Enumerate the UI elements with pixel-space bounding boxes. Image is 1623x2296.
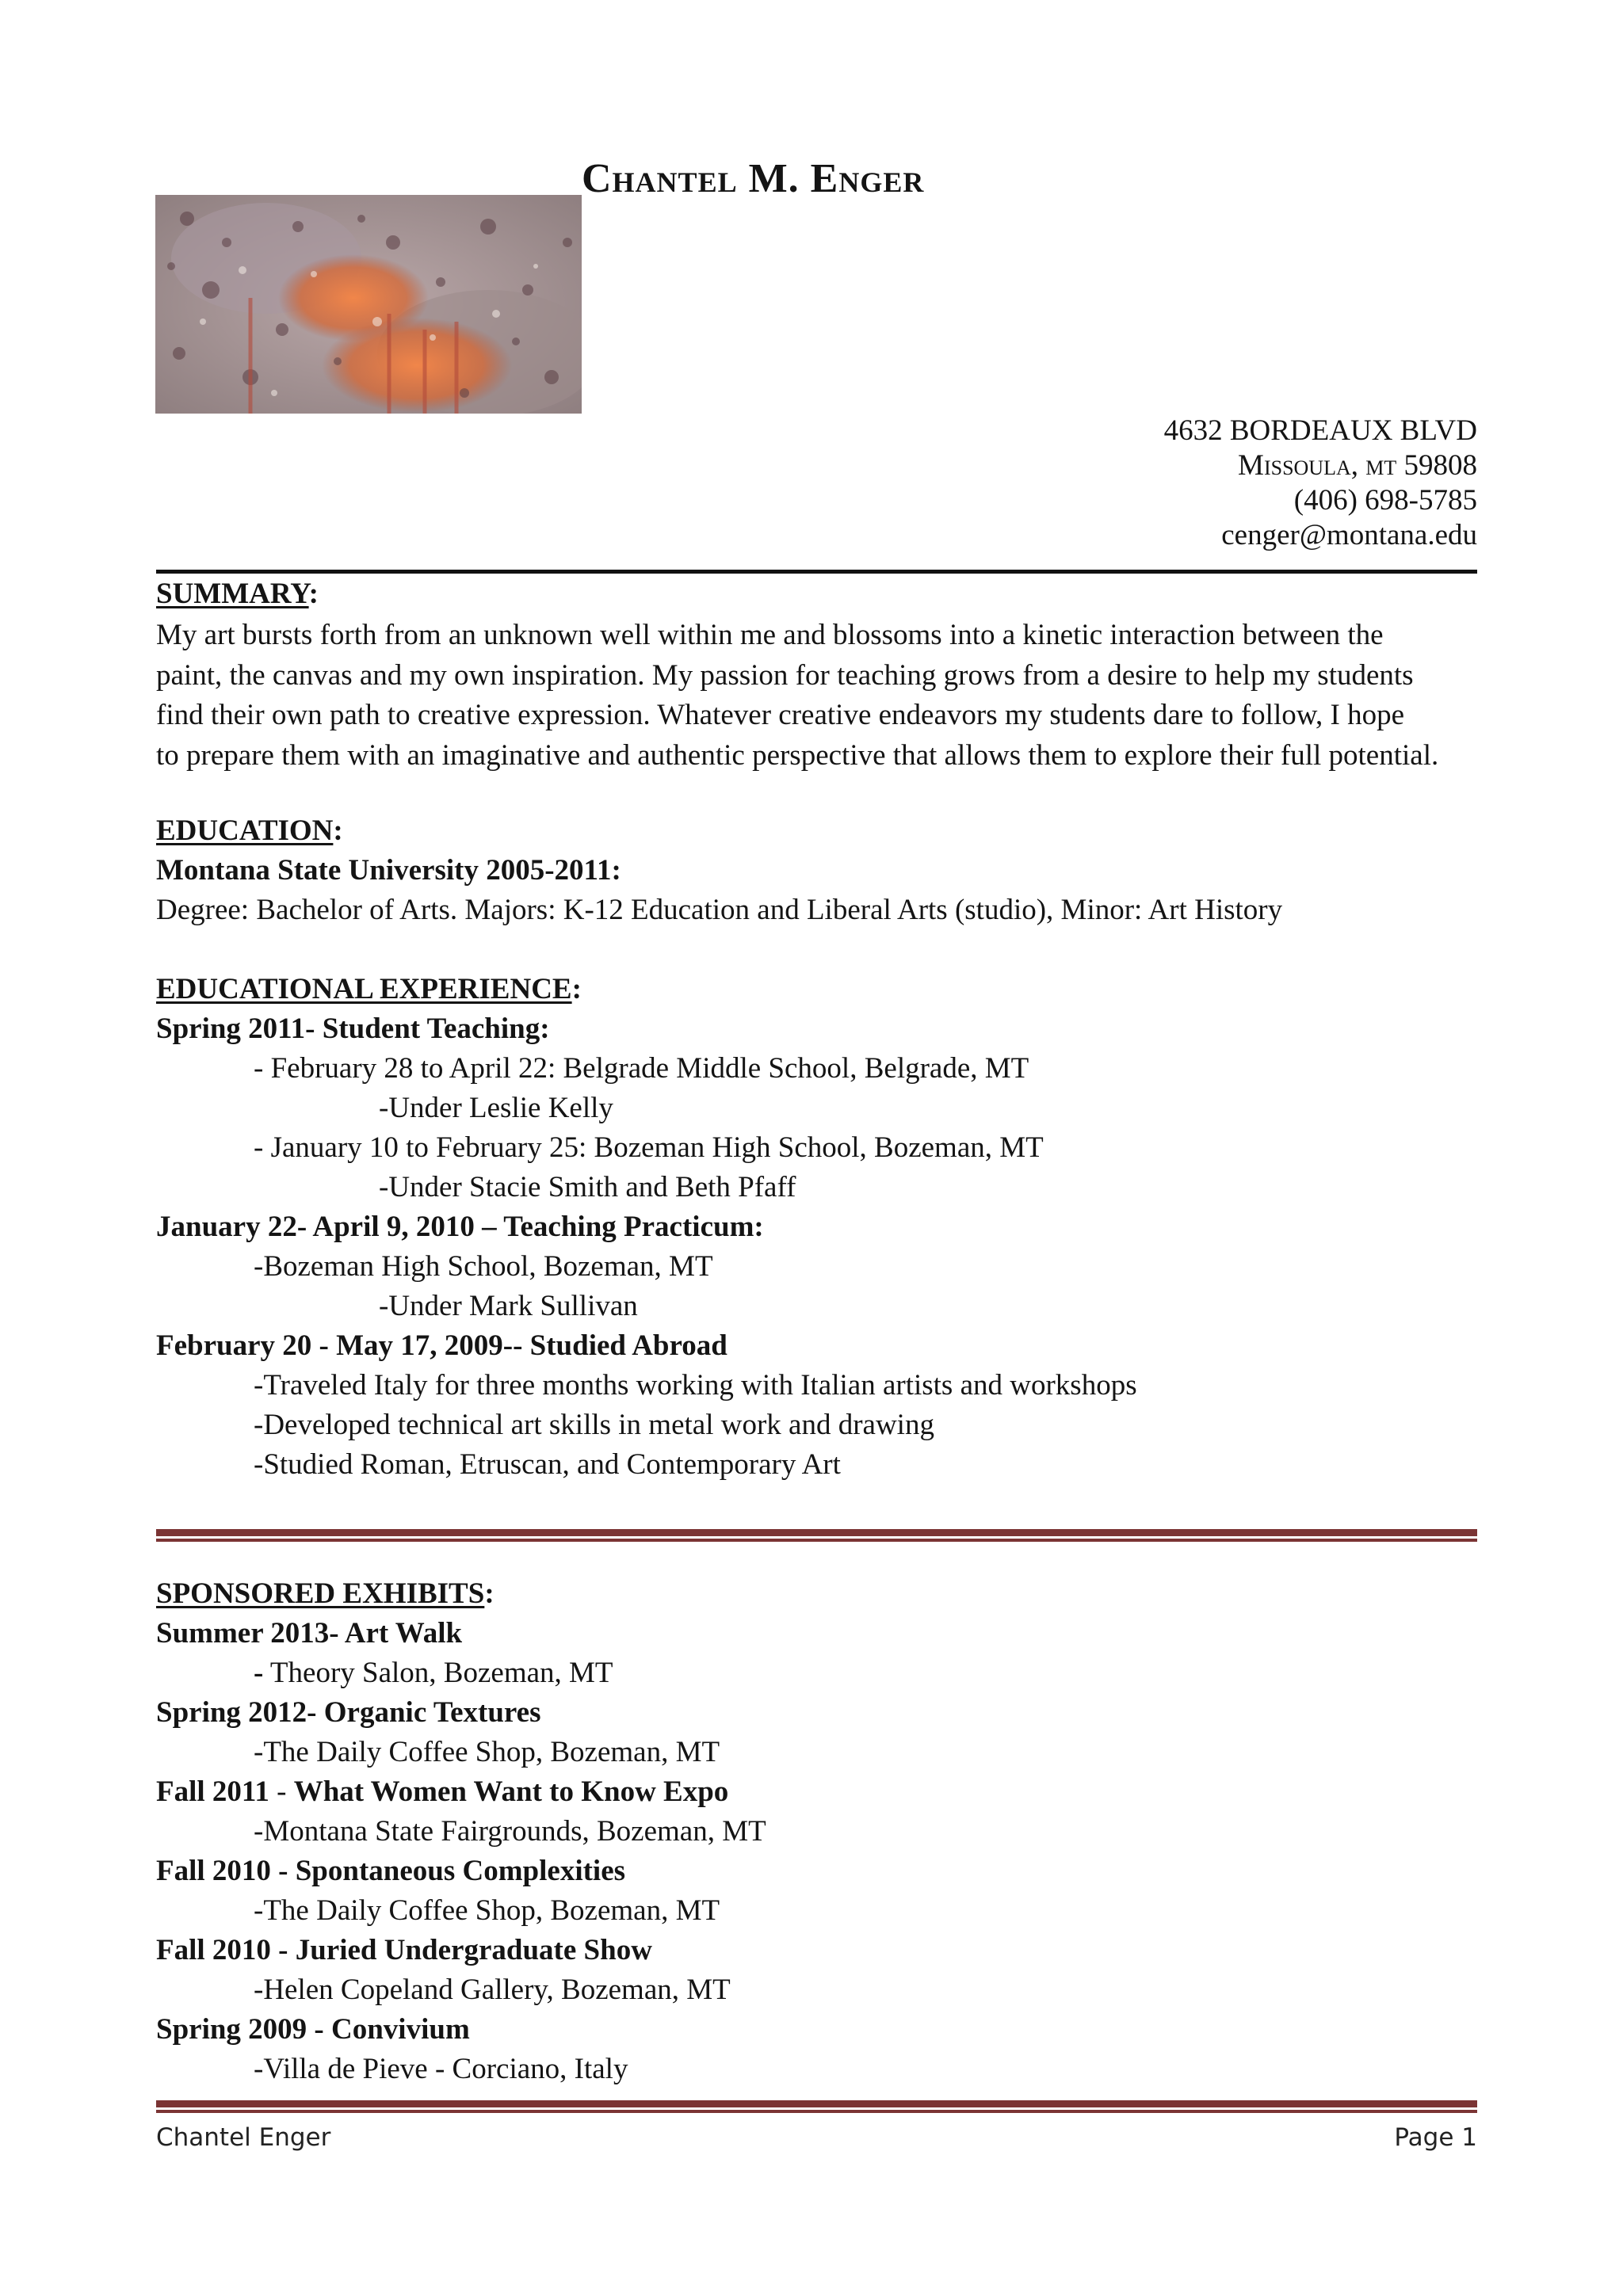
address-street: 4632 BORDEAUX BLVD	[1163, 414, 1477, 447]
education-degree: Degree: Bachelor of Arts. Majors: K-12 Education and Liberal Arts (studio), Minor: Art History	[156, 894, 1283, 926]
exhibit-venue: -Helen Copeland Gallery, Bozeman, MT	[254, 1974, 731, 2006]
education-school: Montana State University 2005-2011:	[156, 854, 621, 887]
experience-heading-1: Spring 2011- Student Teaching:	[156, 1013, 550, 1045]
experience-item: -Traveled Italy for three months working with Italian artists and workshops	[254, 1369, 1137, 1402]
experience-subitem: -Under Stacie Smith and Beth Pfaff	[379, 1171, 796, 1203]
experience-subitem: -Under Mark Sullivan	[379, 1290, 638, 1322]
exhibit-title: Summer 2013- Art Walk	[156, 1617, 463, 1650]
exhibit-title: Fall 2011 - What Women Want to Know Expo	[156, 1775, 729, 1808]
exhibit-venue: -Villa de Pieve - Corciano, Italy	[254, 2053, 628, 2085]
experience-item: - January 10 to February 25: Bozeman High School, Bozeman, MT	[254, 1131, 1044, 1164]
section-divider	[156, 1529, 1477, 1543]
summary-line: My art bursts forth from an unknown well within me and blossoms into a kinetic interaction between the	[156, 619, 1384, 651]
exhibit-title: Spring 2009 - Convivium	[156, 2013, 470, 2046]
footer-divider	[156, 2100, 1477, 2114]
footer-page-number: Page 1	[1394, 2123, 1477, 2152]
experience-heading-2: January 22- April 9, 2010 – Teaching Practicum:	[156, 1211, 764, 1243]
exhibit-venue: -Montana State Fairgrounds, Bozeman, MT	[254, 1815, 766, 1848]
contact-block	[1164, 414, 1477, 553]
experience-item: -Bozeman High School, Bozeman, MT	[254, 1250, 713, 1283]
exhibits-heading: SPONSORED EXHIBITS:	[156, 1577, 495, 1610]
email-address[interactable]: cenger@montana.edu	[1221, 519, 1477, 551]
experience-item: -Studied Roman, Etruscan, and Contemporary Art	[254, 1448, 841, 1481]
summary-line: to prepare them with an imaginative and authentic perspective that allows them to explore their full potential.	[156, 738, 1439, 772]
summary-text	[156, 616, 1438, 776]
summary-line: paint, the canvas and my own inspiration. My passion for teaching grows from a desire to help my students	[156, 658, 1414, 692]
header-divider	[156, 570, 1477, 574]
page-title: Chantel M. Enger	[582, 156, 925, 201]
exhibit-title: Spring 2012- Organic Textures	[156, 1696, 541, 1729]
experience-item: - February 28 to April 22: Belgrade Middle School, Belgrade, MT	[254, 1052, 1029, 1085]
header-artwork	[155, 195, 582, 414]
experience-heading: EDUCATIONAL EXPERIENCE:	[156, 973, 582, 1005]
summary-heading: SUMMARY:	[156, 578, 319, 610]
experience-subitem: -Under Leslie Kelly	[379, 1092, 613, 1124]
exhibit-title: Fall 2010 - Juried Undergraduate Show	[156, 1934, 652, 1966]
experience-item: -Developed technical art skills in metal work and drawing	[254, 1409, 934, 1441]
footer-author: Chantel Enger	[156, 2123, 331, 2152]
exhibit-venue: -The Daily Coffee Shop, Bozeman, MT	[254, 1894, 720, 1927]
education-heading: EDUCATION:	[156, 814, 343, 847]
summary-line: find their own path to creative expression. Whatever creative endeavors my students dare to follow, I hope	[156, 699, 1405, 731]
exhibit-venue: - Theory Salon, Bozeman, MT	[254, 1657, 613, 1689]
phone-number: (406) 698-5785	[1293, 484, 1477, 517]
address-city: Missoula, mt 59808	[1238, 449, 1477, 482]
exhibit-venue: -The Daily Coffee Shop, Bozeman, MT	[254, 1736, 720, 1768]
exhibit-title: Fall 2010 - Spontaneous Complexities	[156, 1855, 626, 1887]
experience-heading-3: February 20 - May 17, 2009-- Studied Abroad	[156, 1329, 727, 1362]
